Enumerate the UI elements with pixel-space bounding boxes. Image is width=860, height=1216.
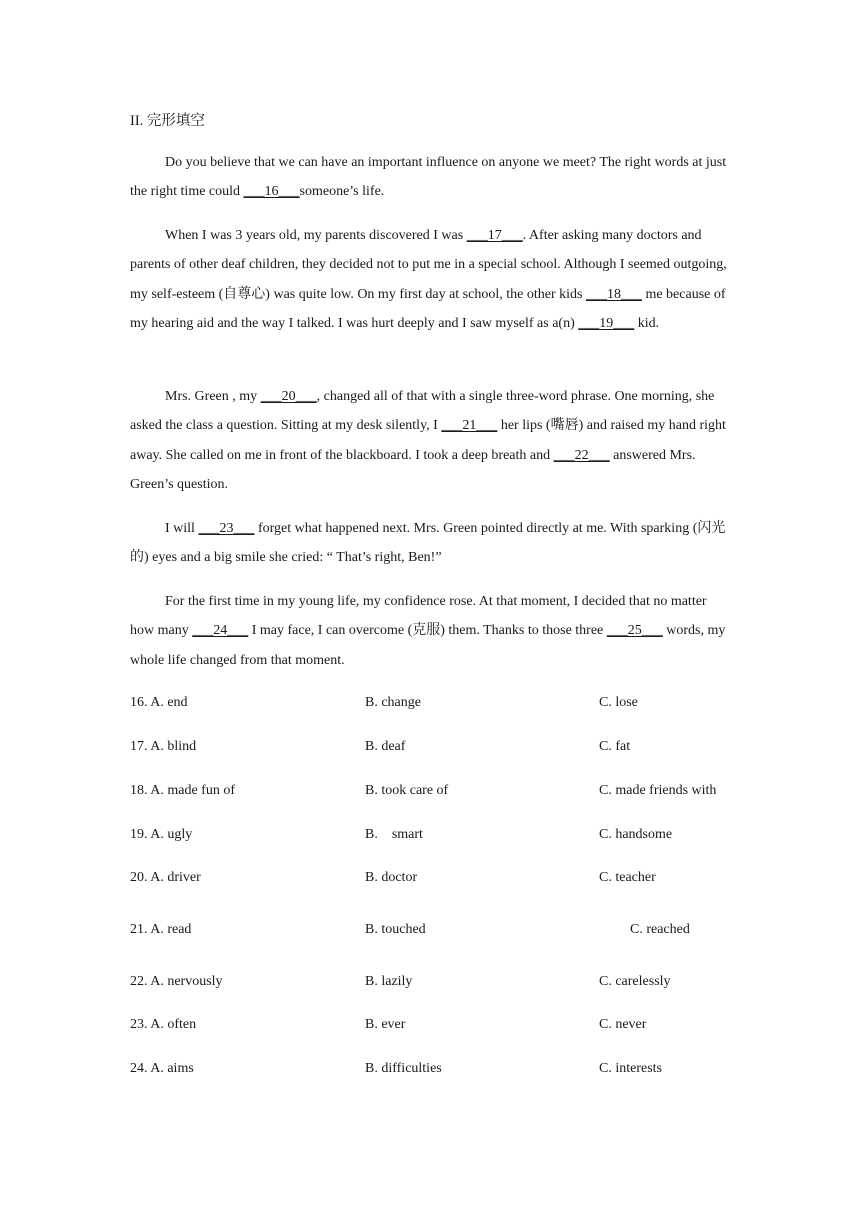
- section-title: II. 完形填空: [130, 113, 205, 129]
- option-c: C. lose: [599, 695, 638, 710]
- option-b: B. ever: [365, 1017, 406, 1032]
- option-a: 24. A. aims: [130, 1061, 194, 1076]
- option-c: C. teacher: [599, 870, 656, 885]
- option-b: B. deaf: [365, 739, 406, 754]
- option-row-24: [130, 1061, 750, 1081]
- option-row-20: [130, 870, 750, 890]
- passage-text: When I was 3 years old, my parents discovered I was: [165, 228, 467, 243]
- option-c: C. interests: [599, 1061, 662, 1076]
- option-b: B. lazily: [365, 974, 413, 989]
- blank-22: ___22___: [553, 447, 610, 463]
- blank-19: ___19___: [578, 315, 635, 331]
- option-c: C. carelessly: [599, 974, 671, 989]
- option-a: 23. A. often: [130, 1017, 197, 1032]
- paragraph-4: [130, 514, 730, 573]
- blank-25: ___25___: [606, 623, 663, 639]
- option-b: B. smart: [365, 827, 423, 842]
- option-b: B. difficulties: [365, 1061, 442, 1076]
- option-c: C. fat: [599, 739, 631, 754]
- passage-text: answered Mrs. Green’s question.: [130, 447, 696, 492]
- option-a: 21. A. read: [130, 922, 192, 937]
- option-c: C. made friends with: [599, 783, 717, 798]
- option-a: 18. A. made fun of: [130, 783, 235, 798]
- option-b: B. touched: [365, 922, 426, 937]
- paragraph-3: [130, 382, 730, 499]
- passage-text: words, my whole life changed from that moment.: [130, 623, 726, 668]
- option-a: 16. A. end: [130, 695, 188, 710]
- passage-text: , changed all of that with a single three-word phrase. One morning, she asked the class a question. Sitting at my desk silently, I: [130, 389, 715, 434]
- option-row-22: [130, 974, 750, 994]
- passage-text: Do you believe that we can have an important influence on anyone we meet? The right words at just the right time could: [130, 155, 727, 200]
- passage-text: her lips (嘴唇) and raised my hand right away. She called on me in front of the blackboard. I took a deep breath and: [130, 418, 726, 463]
- option-c: C. never: [599, 1017, 647, 1032]
- option-a: 20. A. driver: [130, 870, 201, 885]
- option-c: C. handsome: [599, 827, 673, 842]
- blank-21: ___21___: [441, 418, 498, 434]
- blank-20: ___20___: [260, 389, 317, 404]
- blank-23: ___23___: [198, 521, 255, 536]
- passage-text: Mrs. Green , my: [165, 389, 261, 404]
- option-b: B. took care of: [365, 783, 449, 798]
- option-c: C. reached: [630, 922, 690, 937]
- option-row-16: [130, 695, 750, 715]
- passage-text: kid.: [634, 315, 660, 331]
- option-a: 19. A. ugly: [130, 827, 193, 842]
- option-a: 22. A. nervously: [130, 974, 223, 989]
- passage-text: I will: [165, 521, 199, 536]
- option-row-21: [130, 922, 750, 942]
- option-row-19: [130, 827, 750, 847]
- option-a: 17. A. blind: [130, 739, 197, 754]
- passage-text: . After asking many doctors and parents of other deaf children, they decided not to put me in a special school. Although I seemed outgoing, my self-esteem (自尊心) was quite low. On my first day at school, the other kids: [130, 228, 727, 302]
- option-b: B. doctor: [365, 870, 418, 885]
- option-row-17: [130, 739, 750, 759]
- passage-text: For the first time in my young life, my confidence rose. At that moment, I decided that no matter how many: [130, 594, 707, 639]
- passage-text: me because of my hearing aid and the way I talked. I was hurt deeply and I saw myself as a(n): [130, 286, 726, 331]
- paragraph-1: [130, 148, 730, 207]
- option-row-18: [130, 783, 750, 803]
- option-row-23: [130, 1017, 750, 1037]
- option-b: B. change: [365, 695, 421, 710]
- blank-18: ___18___: [585, 286, 642, 302]
- passage-text: someone’s life.: [299, 184, 385, 200]
- paragraph-5: [130, 587, 730, 675]
- passage-text: forget what happened next. Mrs. Green pointed directly at me. With sparking (闪光的) eyes and a big smile she cried: “ That’s right, Ben!”: [130, 521, 726, 566]
- paragraph-2: [130, 221, 730, 338]
- blank-17: ___17___: [466, 228, 523, 243]
- blank-16: ___16___: [243, 184, 300, 200]
- blank-24: ___24___: [192, 623, 249, 639]
- passage-text: I may face, I can overcome (克服) them. Thanks to those three: [248, 623, 607, 639]
